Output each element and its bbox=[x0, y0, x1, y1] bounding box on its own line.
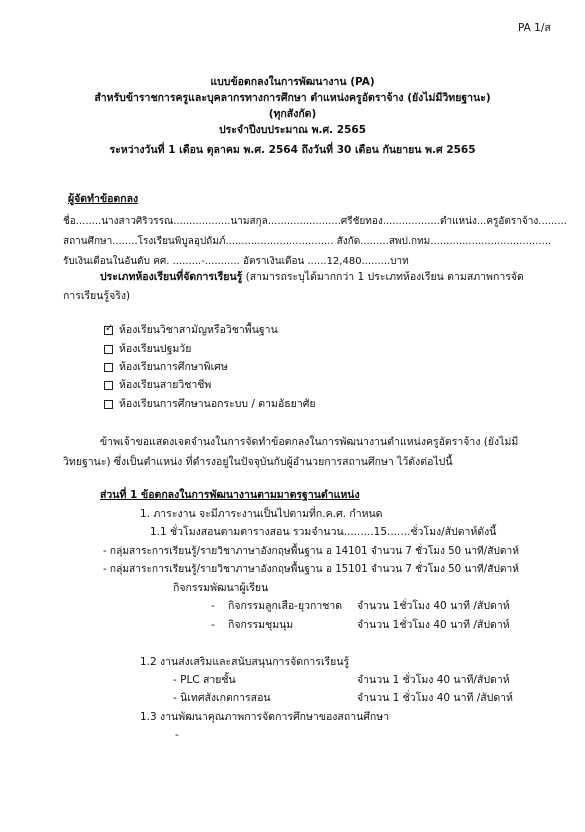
checkbox-general-classroom[interactable] bbox=[104, 326, 113, 335]
support-name: - PLC สายชั้น bbox=[173, 674, 236, 686]
option-label-non-formal: ห้องเรียนการศึกษานอกระบบ / ตามอัธยาศัย bbox=[119, 398, 316, 410]
maker-school-line: สถานศึกษา........โรงเรียนพิบูลอุปถัมภ์.................................. สังกัด.........สพป.กทม...................................... bbox=[63, 236, 552, 247]
quality-development-heading: 1.3 งานพัฒนาคุณภาพการจัดการศึกษาของสถานศึกษา bbox=[140, 711, 390, 723]
subject-line-2: - กลุ่มสาระการเรียนรู้/รายวิชาภาษาอังกฤษพื้นฐาน อ 15101 จำนวน 7 ชั่วโมง 50 นาที/สัปดาห์ bbox=[103, 564, 519, 575]
classroom-type-heading: ประเภทห้องเรียนที่จัดการเรียนรู้ bbox=[100, 271, 243, 283]
option-label-vocational: ห้องเรียนสายวิชาชีพ bbox=[119, 379, 212, 391]
support-amount: จำนวน 1 ชั่วโมง 40 นาที /สัปดาห์ bbox=[357, 692, 513, 704]
option-label-early-childhood: ห้องเรียนปฐมวัย bbox=[119, 343, 192, 355]
checkbox-early-childhood[interactable] bbox=[104, 345, 113, 354]
activity-amount: จำนวน 1ชั่วโมง 40 นาที /สัปดาห์ bbox=[357, 600, 510, 612]
teaching-hours-item: 1.1 ชั่วโมงสอนตามตารางสอน รวมจำนวน.........15.......ชั่วโมง/สัปดาห์ดังนี้ bbox=[150, 526, 497, 538]
checkbox-non-formal[interactable] bbox=[104, 400, 113, 409]
checkbox-vocational[interactable] bbox=[104, 381, 113, 390]
option-label-special-education: ห้องเรียนการศึกษาพิเศษ bbox=[119, 361, 228, 373]
classroom-type-note-cont: การเรียนรู้จริง) bbox=[63, 290, 131, 302]
option-label-general: ห้องเรียนวิชาสามัญหรือวิชาพื้นฐาน bbox=[119, 324, 278, 336]
classroom-type-line bbox=[100, 271, 524, 284]
intro-line-2: วิทยฐานะ) ซึ่งเป็นตำแหน่ง ที่ดำรงอยู่ในปัจจุบันกับผู้อำนวยการสถานศึกษา ไว้ดังต่อไปนี้ bbox=[63, 456, 453, 468]
maker-heading: ผู้จัดทำข้อตกลง bbox=[68, 193, 139, 205]
support-heading: 1.2 งานส่งเสริมและสนับสนุนการจัดการเรียนรู้ bbox=[140, 656, 350, 668]
support-amount: จำนวน 1 ชั่วโมง 40 นาที/สัปดาห์ bbox=[357, 674, 510, 686]
subject-line-1: - กลุ่มสาระการเรียนรู้/รายวิชาภาษาอังกฤษพื้นฐาน อ 14101 จำนวน 7 ชั่วโมง 50 นาที/สัปดาห์ bbox=[103, 546, 519, 557]
part1-heading: ส่วนที่ 1 ข้อตกลงในการพัฒนางานตามมาตรฐานตำแหน่ง bbox=[100, 489, 360, 501]
form-affiliation: (ทุกสังกัด) bbox=[268, 108, 317, 120]
classroom-type-note: (สามารถระบุได้มากกว่า 1 ประเภทห้องเรียน ตามสภาพการจัด bbox=[242, 271, 524, 283]
activity-name: กิจกรรมลูกเสือ-ยุวกาชาด bbox=[228, 600, 343, 612]
period-line: ระหว่างวันที่ 1 เดือน ตุลาคม พ.ศ. 2564 ถึงวันที่ 30 เดือน กันยายน พ.ศ 2565 bbox=[109, 144, 476, 156]
fiscal-year: ประจำปีงบประมาณ พ.ศ. 2565 bbox=[218, 124, 367, 136]
quality-development-dash: - bbox=[175, 729, 179, 741]
page-number: PA 1/ส bbox=[518, 22, 551, 34]
maker-salary-line: รับเงินเดือนในอันดับ คศ. .........-........... อัตราเงินเดือน ......12,480.........บาท bbox=[63, 256, 409, 267]
activity-dash: - bbox=[211, 600, 215, 612]
workload-item: 1. ภาระงาน จะมีภาระงานเป็นไปตามที่ก.ค.ศ. กำหนด bbox=[140, 508, 383, 520]
activity-name: กิจกรรมชุมนุม bbox=[228, 619, 294, 631]
activity-amount: จำนวน 1ชั่วโมง 40 นาที /สัปดาห์ bbox=[357, 619, 510, 631]
intro-line-1: ข้าพเจ้าขอแสดงเจตจำนงในการจัดทำข้อตกลงในการพัฒนางานตำแหน่งครูอัตราจ้าง (ยังไม่มี bbox=[100, 436, 519, 448]
form-subtitle: สำหรับข้าราชการครูและบุคลากรทางการศึกษา ตำแหน่งครูอัตราจ้าง (ยังไม่มีวิทยฐานะ) bbox=[94, 92, 491, 104]
maker-name-line: ชื่อ........นางสาวศิริวรรณ..................นามสกุล.......................ศรีชัยทอง..................ตำแหน่ง...ครูอัตราจ้าง......... bbox=[63, 216, 567, 227]
support-name: - นิเทศสังเกตการสอน bbox=[173, 692, 271, 704]
activity-dash: - bbox=[211, 619, 215, 631]
form-title: แบบข้อตกลงในการพัฒนางาน (PA) bbox=[210, 76, 375, 88]
activity-heading: กิจกรรมพัฒนาผู้เรียน bbox=[173, 582, 269, 594]
checkbox-special-education[interactable] bbox=[104, 363, 113, 372]
